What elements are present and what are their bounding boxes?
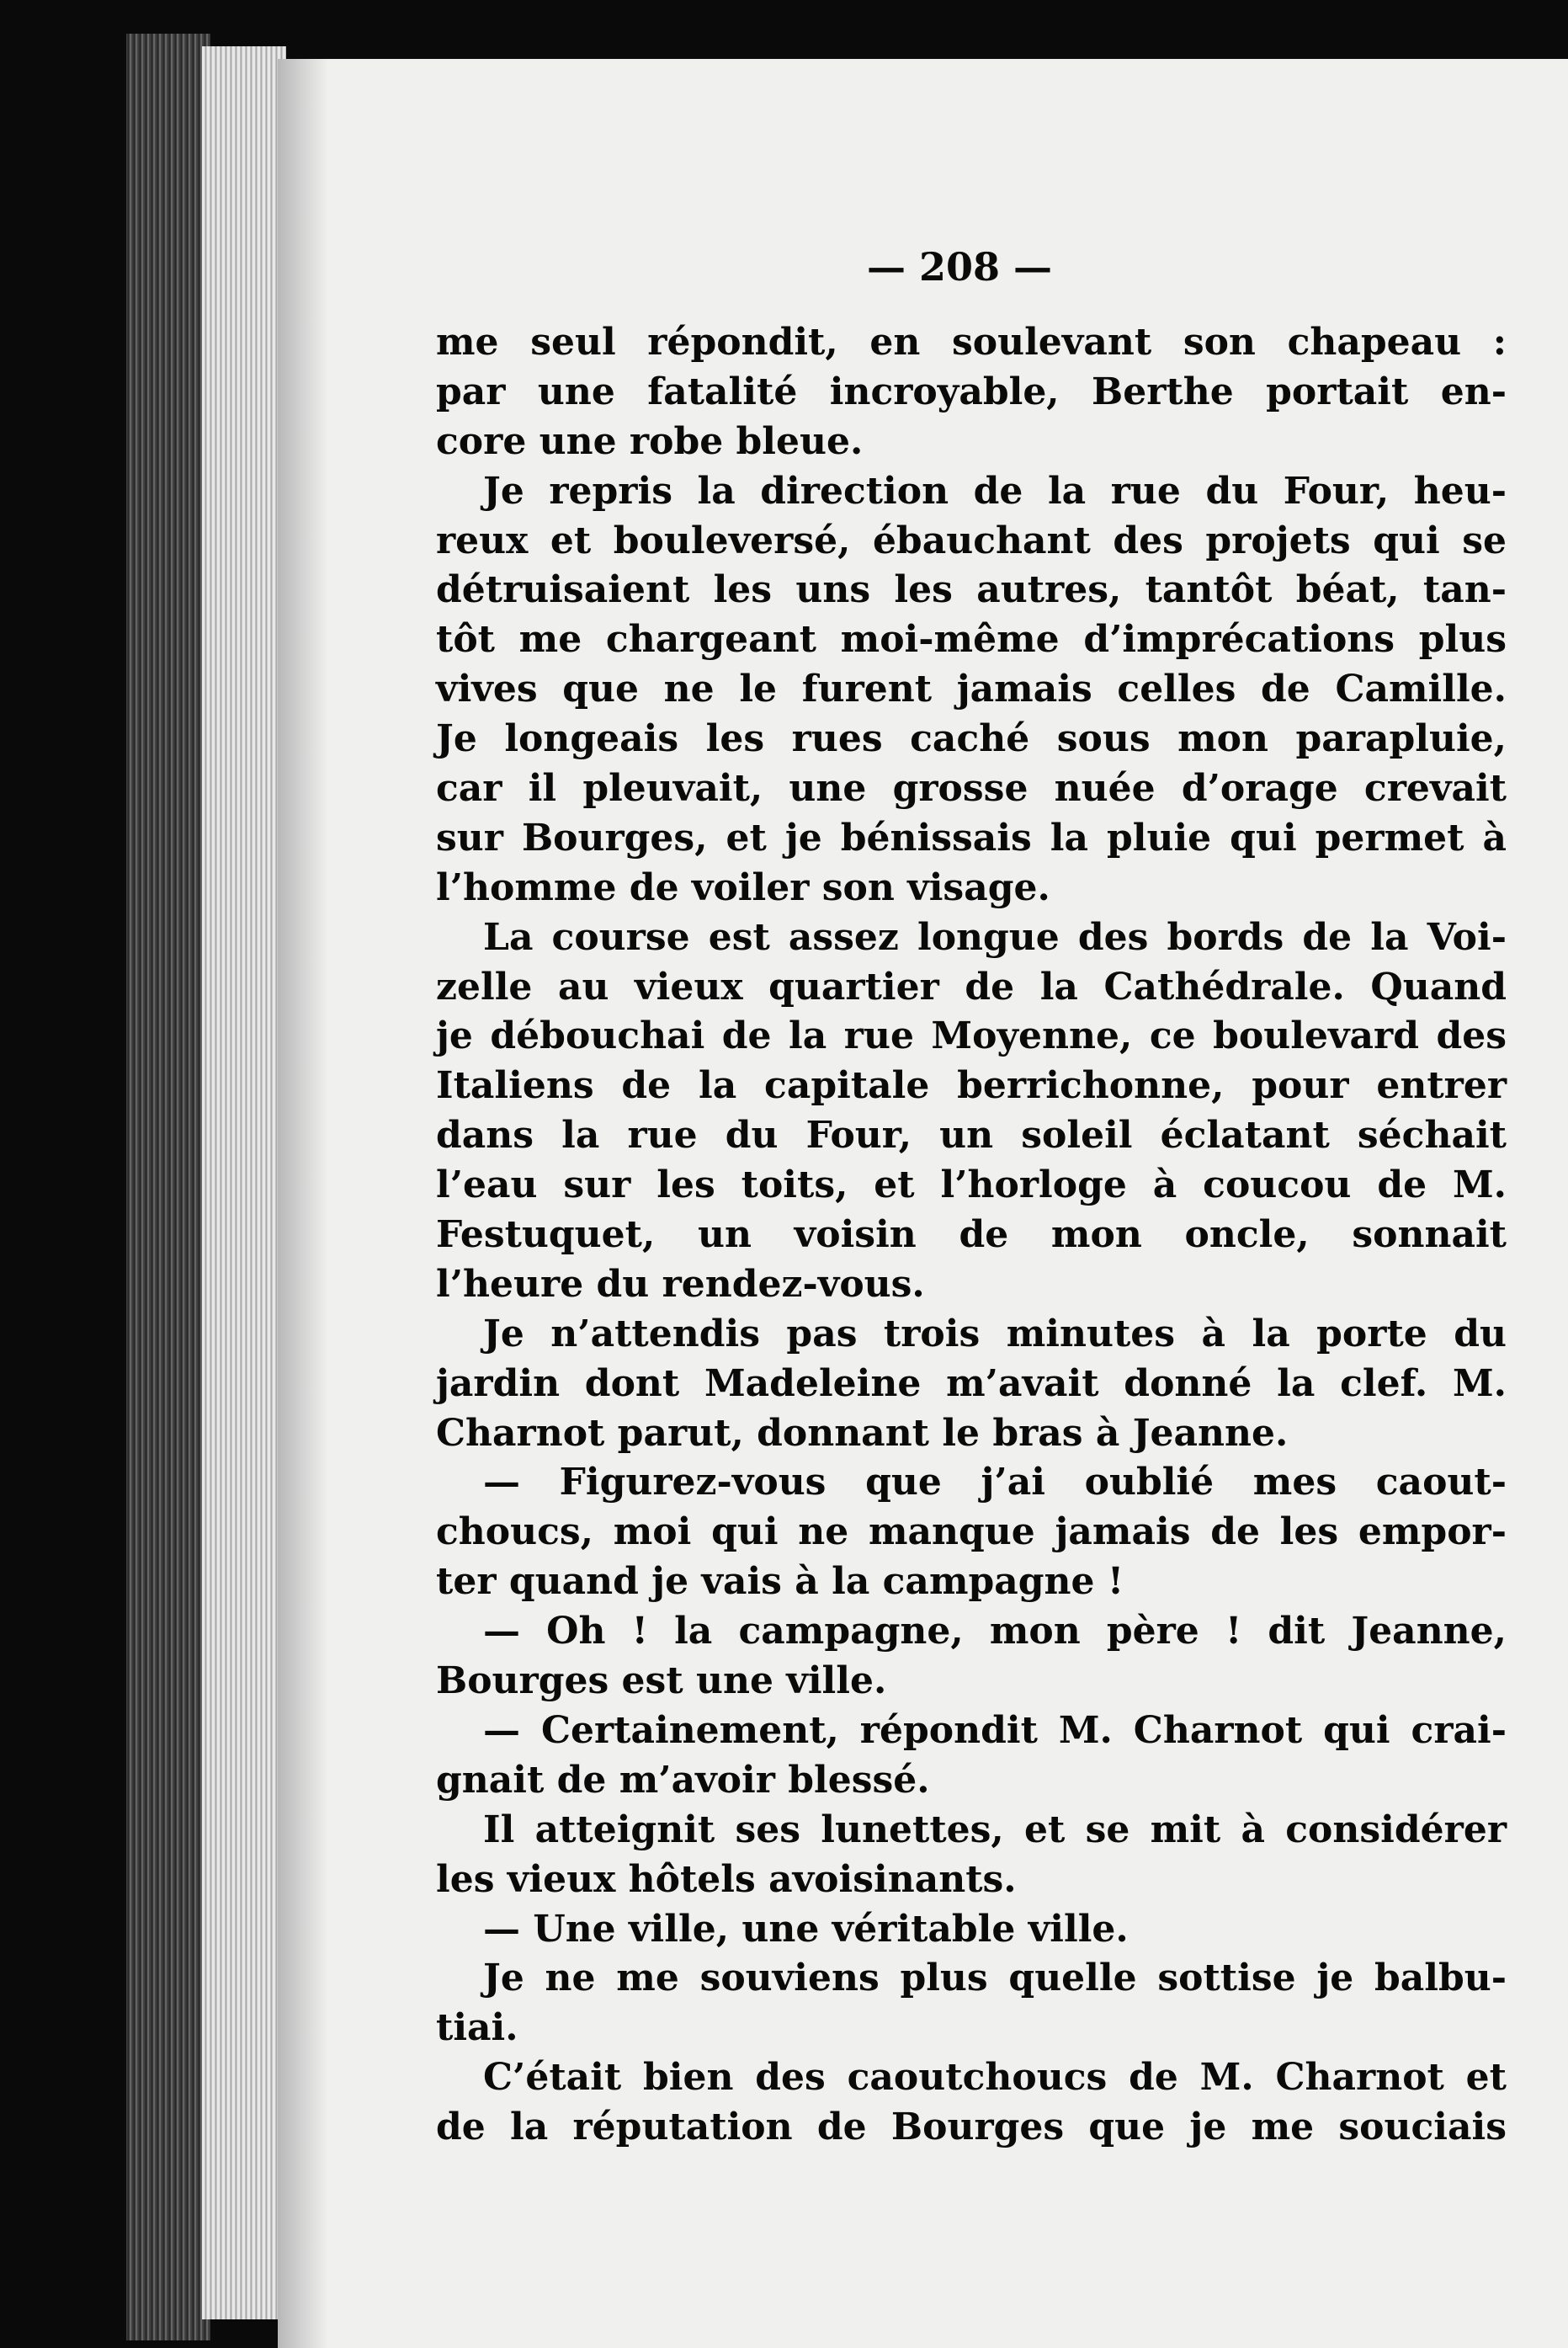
text-line: de la réputation de Bourges que je me souciais [436, 2106, 1507, 2149]
text-line: La course est assez longue des bords de la Voi- [483, 915, 1507, 959]
text-line: l’homme de voiler son visage. [436, 865, 1050, 909]
gutter-shadow [278, 59, 328, 2348]
text-line: ter quand je vais à la campagne ! [436, 1560, 1124, 1604]
text-line: — Certainement, répondit M. Charnot qui crai- [483, 1708, 1507, 1752]
text-line: l’heure du rendez-vous. [436, 1262, 925, 1306]
text-line: tiai. [436, 2006, 518, 2050]
text-line: Il atteignit ses lunettes, et se mit à considérer [483, 1808, 1507, 1851]
text-line: tôt me chargeant moi-même d’imprécations plus [436, 618, 1507, 662]
book-spine-edges [126, 34, 210, 2340]
text-line: — Figurez-vous que j’ai oublié mes caout- [483, 1461, 1507, 1504]
text-line: Je longeais les rues caché sous mon parapluie, [436, 717, 1507, 761]
text-line: reux et bouleversé, ébauchant des projets qui se [436, 519, 1507, 562]
text-line: me seul répondit, en soulevant son chapeau : [436, 321, 1507, 364]
text-line: Festuquet, un voisin de mon oncle, sonnait [436, 1213, 1507, 1257]
text-line: détruisaient les uns les autres, tantôt béat, tan- [436, 568, 1507, 612]
text-line: Bourges est une ville. [436, 1659, 887, 1703]
text-line: vives que ne le furent jamais celles de Camille. [436, 668, 1507, 711]
book-page-edges [202, 46, 286, 2319]
text-line: — Une ville, une véritable ville. [483, 1907, 1129, 1951]
text-line: je débouchai de la rue Moyenne, ce boulevard des [436, 1014, 1507, 1058]
text-line: gnait de m’avoir blessé. [436, 1758, 930, 1802]
text-line: dans la rue du Four, un soleil éclatant séchait [436, 1114, 1507, 1158]
text-line: sur Bourges, et je bénissais la pluie qui permet à [436, 816, 1507, 860]
text-line: Je ne me souviens plus quelle sottise je balbu- [483, 1957, 1507, 2000]
text-line: zelle au vieux quartier de la Cathédrale. Quand [436, 965, 1507, 1009]
text-line: C’était bien des caoutchoucs de M. Charnot et [483, 2056, 1507, 2100]
text-line: Charnot parut, donnant le bras à Jeanne. [436, 1411, 1289, 1455]
text-line: par une fatalité incroyable, Berthe portait en- [436, 370, 1507, 413]
text-line: core une robe bleue. [436, 419, 864, 463]
text-line: jardin dont Madeleine m’avait donné la clef. M. [436, 1361, 1507, 1405]
text-line: — Oh ! la campagne, mon père ! dit Jeanne, [483, 1610, 1507, 1653]
text-line: choucs, moi qui ne manque jamais de les empor- [436, 1510, 1507, 1554]
text-line: les vieux hôtels avoisinants. [436, 1857, 1017, 1901]
text-line: Je repris la direction de la rue du Four, heu- [483, 469, 1507, 513]
text-line: car il pleuvait, une grosse nuée d’orage crevait [436, 767, 1507, 811]
text-line: Je n’attendis pas trois minutes à la porte du [483, 1312, 1507, 1355]
text-line: Italiens de la capitale berrichonne, pour entrer [436, 1064, 1507, 1108]
page-number: — 208 — [866, 244, 1053, 290]
body-text [436, 318, 1507, 2153]
text-line: l’eau sur les toits, et l’horloge à coucou de M. [436, 1163, 1507, 1207]
